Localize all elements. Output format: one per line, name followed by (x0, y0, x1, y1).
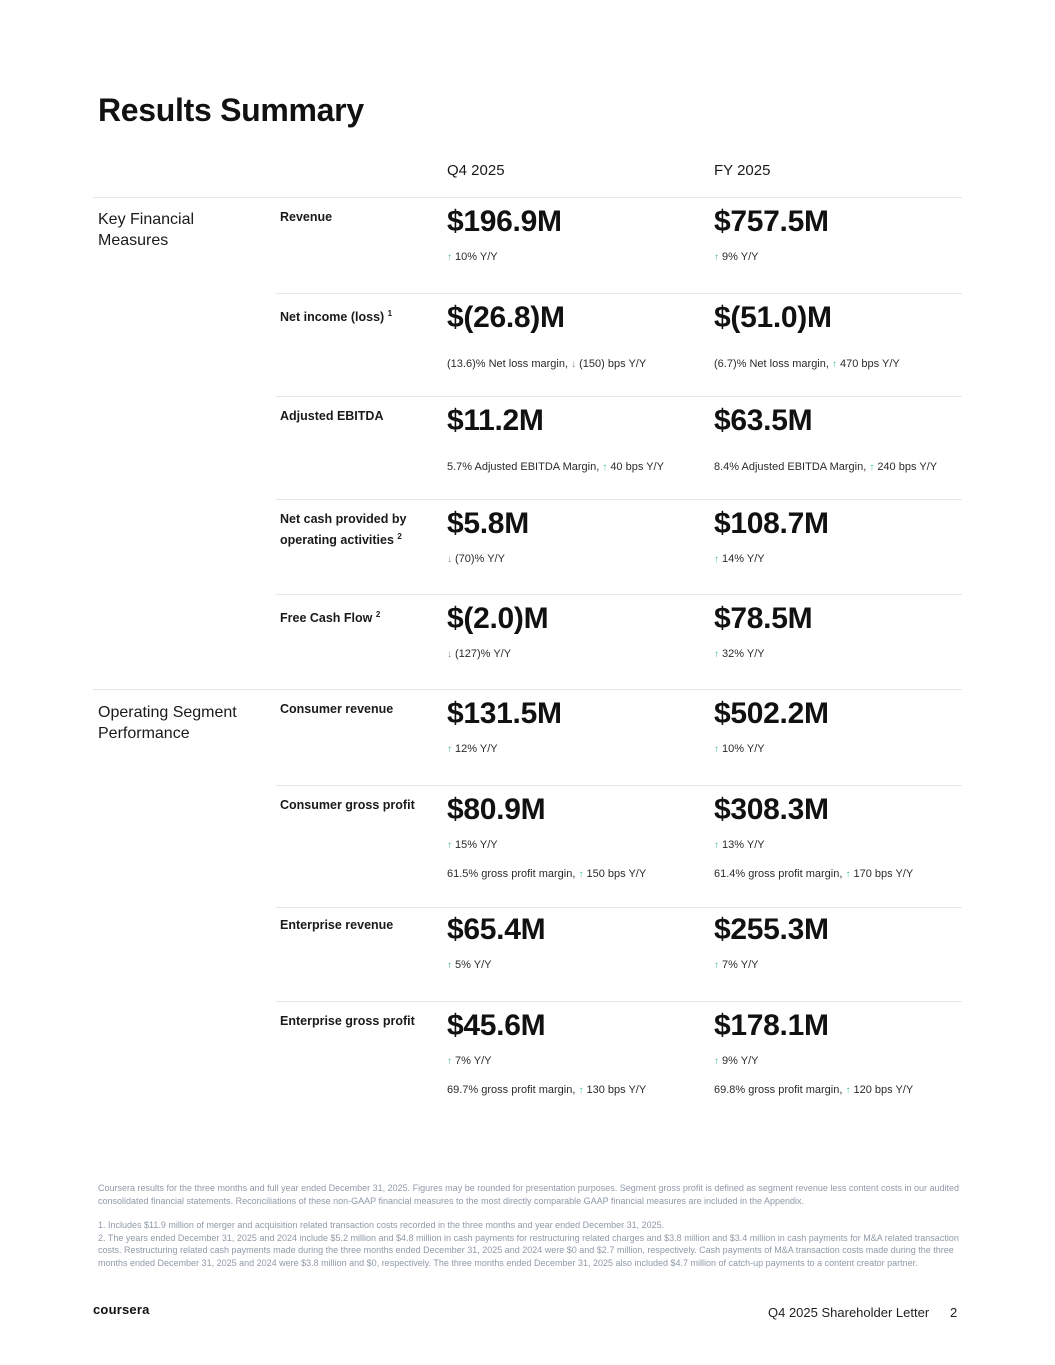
change-text: 15% Y/Y (455, 839, 498, 851)
margin-text: 61.5% gross profit margin, (447, 868, 579, 880)
metric-value-q4: $(26.8)M (447, 301, 565, 334)
arrow-up-icon: ↑ (714, 840, 719, 851)
metric-label (280, 408, 430, 425)
arrow-down-icon: ↓ (571, 359, 577, 370)
footnote-marker: 2 (397, 532, 402, 541)
row-divider (276, 293, 962, 294)
arrow-up-icon: ↑ (714, 960, 719, 971)
footnotes (98, 1182, 960, 1269)
metric-value-fy: $308.3M (714, 793, 829, 826)
change-note-fy (714, 357, 900, 372)
change-text: 150 bps Y/Y (586, 868, 647, 880)
change-note-fy (714, 647, 765, 662)
arrow-down-icon: ↓ (447, 554, 452, 565)
arrow-up-icon: ↑ (714, 1056, 719, 1067)
row-divider (276, 396, 962, 397)
metric-label (280, 606, 430, 627)
change-note-fy (714, 838, 765, 853)
change-note-fy (714, 250, 759, 265)
margin-text: 5.7% Adjusted EBITDA Margin, (447, 461, 603, 473)
footnote-marker: 2 (375, 610, 381, 619)
margin-text: 61.4% gross profit margin, (714, 868, 846, 880)
metric-value-q4: $65.4M (447, 913, 546, 946)
arrow-up-icon: ↑ (447, 252, 452, 263)
margin-text: 8.4% Adjusted EBITDA Margin, (714, 461, 870, 473)
column-header-fy: FY 2025 (714, 162, 771, 179)
footer-doc-title: Q4 2025 Shareholder Letter (768, 1305, 930, 1320)
metric-value-fy: $78.5M (714, 602, 813, 635)
row-divider (276, 785, 962, 786)
metric-value-q4: $45.6M (447, 1009, 546, 1042)
section-divider (93, 689, 962, 690)
change-note-q4 (447, 867, 646, 882)
arrow-up-icon: ↑ (714, 252, 719, 263)
metric-value-fy: $63.5M (714, 404, 813, 437)
metric-label (280, 701, 430, 718)
change-text: 7% Y/Y (455, 1055, 492, 1067)
change-text: 170 bps Y/Y (853, 868, 914, 880)
arrow-up-icon: ↑ (447, 744, 452, 755)
change-note-q4 (447, 958, 492, 973)
change-note-fy (714, 552, 765, 567)
change-text: 40 bps Y/Y (610, 461, 664, 473)
arrow-up-icon: ↑ (447, 840, 452, 851)
metric-label-text: Free Cash Flow (280, 611, 373, 625)
margin-text: 69.7% gross profit margin, (447, 1084, 579, 1096)
metric-value-q4: $11.2M (447, 404, 544, 437)
arrow-up-icon: ↑ (869, 462, 875, 473)
arrow-up-icon: ↑ (578, 1085, 584, 1096)
metric-label (280, 511, 430, 549)
change-note-q4 (447, 1083, 646, 1098)
change-text: (70)% Y/Y (455, 553, 505, 565)
metric-label-text: Net cash provided by operating activities (280, 512, 407, 547)
arrow-up-icon: ↑ (578, 869, 584, 880)
metric-value-q4: $131.5M (447, 697, 562, 730)
metric-value-q4: $5.8M (447, 507, 529, 540)
metric-value-fy: $502.2M (714, 697, 829, 730)
change-note-fy (714, 867, 913, 882)
metric-label (280, 1013, 430, 1030)
metric-value-q4: $(2.0)M (447, 602, 549, 635)
change-text: 9% Y/Y (722, 1055, 759, 1067)
metric-label-text: Enterprise gross profit (280, 1014, 415, 1028)
arrow-up-icon: ↑ (602, 462, 608, 473)
metric-label-text: Consumer gross profit (280, 798, 415, 812)
metric-label-text: Consumer revenue (280, 702, 394, 716)
footnote-2: 2. The years ended December 31, 2025 and 2024 include $5.2 million and $4.8 million in cash payments for restructuring related charges and $3.8 million and $3.4 million in cash payments for M&A related transaction costs. Restructuring related cash payments made during the three months ended December 31, 2025 and 2024 were $0 and $2.7 million, respectively. Cash payments of M&A transaction costs made during the three months ended December 31, 2025 and 2024 were $3.8 million and $0, respectively. The three months ended December 31, 2025 also included $4.7 million of catch-up payments to a content creator partner. (98, 1232, 959, 1268)
metric-value-q4: $196.9M (447, 205, 562, 238)
footnote-intro: Coursera results for the three months and full year ended December 31, 2025. Figures may be rounded for presentation purposes. Segment gross profit is defined as segment revenue less content costs in our audited consolidated financial statements. Reconciliations of these non-GAAP financial measures to the most directly comparable GAAP financial measures are included in the Appendix. (98, 1183, 959, 1206)
change-text: 130 bps Y/Y (586, 1084, 647, 1096)
change-text: 14% Y/Y (722, 553, 765, 565)
arrow-down-icon: ↓ (447, 649, 452, 660)
change-text: 240 bps Y/Y (877, 461, 938, 473)
change-note-q4 (447, 1054, 492, 1069)
change-note-q4 (447, 460, 664, 475)
change-note-q4 (447, 250, 498, 265)
change-note-q4 (447, 647, 511, 662)
row-divider (276, 594, 962, 595)
section-title-operating-segment: Operating Segment Performance (98, 704, 237, 742)
metric-label-text: Enterprise revenue (280, 918, 394, 932)
page-title: Results Summary (98, 92, 364, 128)
change-note-fy (714, 1054, 759, 1069)
change-text: 120 bps Y/Y (853, 1084, 914, 1096)
change-note-q4 (447, 742, 498, 757)
change-text: (150) bps Y/Y (579, 358, 647, 370)
header-divider (93, 197, 962, 198)
margin-text: (6.7)% Net loss margin, (714, 358, 832, 370)
change-text: 5% Y/Y (455, 959, 492, 971)
arrow-up-icon: ↑ (714, 554, 719, 565)
change-note-q4 (447, 357, 646, 372)
change-text: (127)% Y/Y (455, 648, 512, 660)
change-text: 10% Y/Y (722, 743, 765, 755)
metric-value-fy: $757.5M (714, 205, 829, 238)
change-text: 7% Y/Y (722, 959, 759, 971)
metric-label (280, 209, 430, 226)
change-note-fy (714, 1083, 913, 1098)
metric-value-fy: $255.3M (714, 913, 829, 946)
footnote-1: 1. Includes $11.9 million of merger and acquisition related transaction costs recorded in the three months and year ended December 31, 2025. (98, 1220, 665, 1230)
column-header-q4: Q4 2025 (447, 162, 505, 179)
margin-text: 69.8% gross profit margin, (714, 1084, 846, 1096)
metric-label-text: Adjusted EBITDA (280, 409, 384, 423)
section-title-key-financial: Key Financial Measures (98, 211, 195, 249)
metric-value-q4: $80.9M (447, 793, 546, 826)
change-text: 12% Y/Y (455, 743, 498, 755)
change-text: 13% Y/Y (722, 839, 765, 851)
metric-value-fy: $178.1M (714, 1009, 829, 1042)
arrow-up-icon: ↑ (714, 744, 719, 755)
arrow-up-icon: ↑ (831, 359, 837, 370)
metric-label (280, 917, 430, 934)
page-number: 2 (950, 1305, 958, 1320)
arrow-up-icon: ↑ (447, 960, 452, 971)
row-divider (276, 907, 962, 908)
change-note-q4 (447, 838, 498, 853)
change-note-fy (714, 460, 937, 475)
arrow-up-icon: ↑ (447, 1056, 452, 1067)
metric-label-text: Net income (loss) (280, 310, 385, 324)
metric-label-text: Revenue (280, 210, 333, 224)
change-text: 10% Y/Y (455, 251, 498, 263)
arrow-up-icon: ↑ (714, 649, 719, 660)
metric-label (280, 305, 430, 326)
arrow-up-icon: ↑ (845, 1085, 851, 1096)
row-divider (276, 499, 962, 500)
change-text: 9% Y/Y (722, 251, 759, 263)
row-divider (276, 1001, 962, 1002)
metric-value-fy: $108.7M (714, 507, 829, 540)
arrow-up-icon: ↑ (845, 869, 851, 880)
change-note-fy (714, 742, 765, 757)
metric-value-fy: $(51.0)M (714, 301, 832, 334)
coursera-logo: coursera (93, 1302, 150, 1317)
footnote-marker: 1 (387, 309, 393, 318)
change-text: 470 bps Y/Y (839, 358, 900, 370)
change-note-q4 (447, 552, 505, 567)
metric-label (280, 797, 430, 814)
change-text: 32% Y/Y (722, 648, 765, 660)
margin-text: (13.6)% Net loss margin, (447, 358, 572, 370)
change-note-fy (714, 958, 759, 973)
